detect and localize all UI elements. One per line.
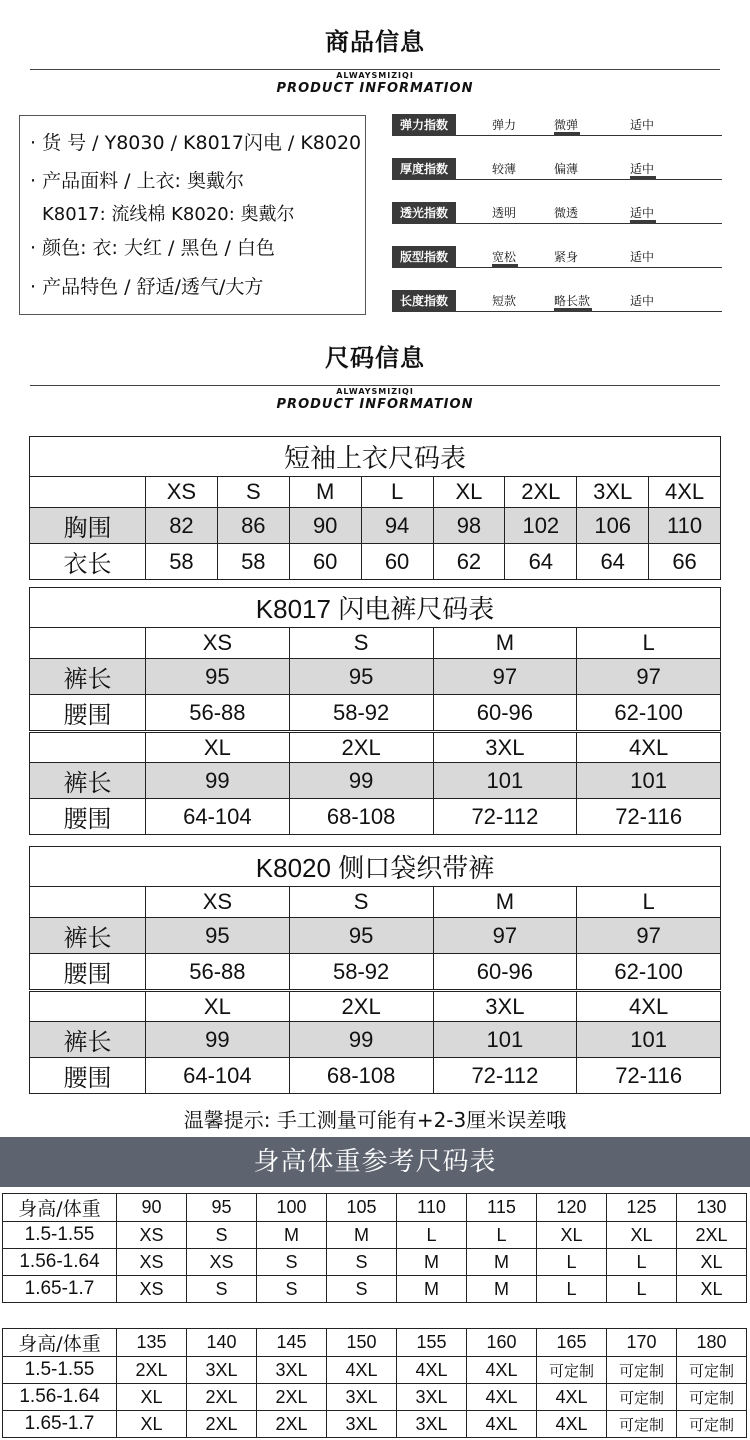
row-label: 腰围: [30, 695, 146, 732]
table-cell: 2XL: [187, 1411, 257, 1438]
table-cell: 3XL: [327, 1384, 397, 1411]
k8020-table-title: K8020 侧口袋织带裤: [30, 847, 721, 887]
index-label: 厚度指数: [392, 158, 456, 180]
row-label: 裤长: [30, 659, 146, 695]
table-cell: M: [467, 1276, 537, 1303]
table-cell: L: [607, 1249, 677, 1276]
size-header-cell: M: [433, 628, 577, 659]
table-corner: [30, 732, 146, 763]
table-corner: [30, 991, 146, 1022]
table-row: [3, 1411, 747, 1438]
product-info-box: [19, 115, 366, 315]
table-cell: 97: [433, 659, 577, 695]
table-row: [3, 1222, 747, 1249]
size-header-cell: 2XL: [505, 477, 577, 508]
table-cell: XS: [117, 1222, 187, 1249]
index-option: 透明: [492, 206, 517, 220]
row-label: 腰围: [30, 799, 146, 835]
table-cell: 3XL: [257, 1357, 327, 1384]
table-cell: 可定制: [677, 1411, 747, 1438]
table-cell: 97: [577, 918, 721, 954]
size-header-cell: 2XL: [289, 732, 433, 763]
table-cell: S: [257, 1249, 327, 1276]
weight-header-cell: 120: [537, 1194, 607, 1222]
table-row: [30, 659, 721, 695]
index-marker: [630, 220, 656, 224]
table-cell: 72-112: [433, 1058, 577, 1094]
index-option: 微弹: [554, 118, 579, 132]
table-row: [30, 1058, 721, 1094]
size-section-header: [0, 338, 750, 412]
table-cell: 2XL: [117, 1357, 187, 1384]
info-row-fabric: · 产品面料 / 上衣: 奥戴尔: [30, 170, 245, 192]
table-cell: M: [327, 1222, 397, 1249]
index-marker: [630, 176, 656, 180]
table-cell: 58: [217, 544, 289, 580]
size-section-subtitle: PRODUCT INFORMATION: [276, 397, 474, 412]
table-cell: 可定制: [677, 1357, 747, 1384]
table-cell: 95: [146, 659, 290, 695]
size-header-cell: S: [289, 887, 433, 918]
size-header-cell: 2XL: [289, 991, 433, 1022]
table-cell: 3XL: [327, 1411, 397, 1438]
size-header-cell: XS: [146, 887, 290, 918]
table-row: [30, 695, 721, 732]
size-header-cell: 3XL: [577, 477, 649, 508]
size-header-cell: XL: [146, 991, 290, 1022]
weight-header-cell: 145: [257, 1329, 327, 1357]
table-cell: 72-112: [433, 799, 577, 835]
index-marker: [492, 264, 518, 268]
shirt-table-title: 短袖上衣尺码表: [30, 437, 721, 477]
info-row-fabric-detail: K8017: 流线棉 K8020: 奥戴尔: [42, 204, 295, 225]
measurement-note: 温馨提示: 手工测量可能有+2-3厘米误差哦: [183, 1108, 567, 1132]
index-option: 偏薄: [554, 162, 579, 176]
table-cell: 62: [433, 544, 505, 580]
row-label: 腰围: [30, 954, 146, 991]
index-option: 弹力: [492, 118, 517, 132]
brand-divider: [0, 63, 750, 80]
table-cell: S: [187, 1276, 257, 1303]
table-cell: 3XL: [397, 1411, 467, 1438]
size-header-cell: 4XL: [577, 991, 721, 1022]
row-label: 胸围: [30, 508, 146, 544]
size-header-row: [30, 887, 721, 918]
table-cell: 101: [577, 763, 721, 799]
index-option: 适中: [630, 294, 655, 308]
size-header-row: [30, 628, 721, 659]
size-header-cell: L: [577, 887, 721, 918]
table-cell: 99: [146, 1022, 290, 1058]
index-label: 版型指数: [392, 246, 456, 268]
row-label: 腰围: [30, 1058, 146, 1094]
size-header-cell: S: [289, 628, 433, 659]
table-row: [3, 1276, 747, 1303]
index-line: [456, 223, 722, 224]
height-label: 1.65-1.7: [3, 1411, 117, 1438]
size-header-cell: S: [217, 477, 289, 508]
table-cell: 58-92: [289, 954, 433, 991]
row-label: 裤长: [30, 1022, 146, 1058]
weight-header-cell: 140: [187, 1329, 257, 1357]
table-row: [3, 1384, 747, 1411]
k8017-table-title: K8017 闪电裤尺码表: [30, 588, 721, 628]
shirt-size-table: [29, 436, 721, 580]
height-label: 1.5-1.55: [3, 1222, 117, 1249]
index-marker: [554, 308, 592, 312]
table-cell: 4XL: [397, 1357, 467, 1384]
height-label: 1.65-1.7: [3, 1276, 117, 1303]
table-cell: 102: [505, 508, 577, 544]
weight-header-cell: 170: [607, 1329, 677, 1357]
height-weight-banner: 身高体重参考尺码表: [0, 1137, 750, 1187]
table-cell: 64-104: [146, 799, 290, 835]
table-cell: 2XL: [187, 1384, 257, 1411]
table-cell: 101: [433, 1022, 577, 1058]
index-row: [392, 246, 722, 290]
table-cell: 3XL: [187, 1357, 257, 1384]
size-header-cell: L: [577, 628, 721, 659]
weight-header-cell: 160: [467, 1329, 537, 1357]
index-option: 短款: [492, 294, 517, 308]
index-option: 略长款: [554, 294, 591, 308]
table-cell: 2XL: [677, 1222, 747, 1249]
table-cell: 3XL: [397, 1384, 467, 1411]
index-option: 适中: [630, 206, 655, 220]
index-row: [392, 114, 722, 158]
table-cell: 101: [577, 1022, 721, 1058]
k8017-size-table: [29, 587, 721, 835]
table-cell: 4XL: [537, 1384, 607, 1411]
table-cell: XL: [607, 1222, 677, 1249]
weight-header-cell: 165: [537, 1329, 607, 1357]
table-cell: 4XL: [467, 1357, 537, 1384]
table-cell: 90: [289, 508, 361, 544]
table-cell: L: [537, 1276, 607, 1303]
table-cell: 2XL: [257, 1384, 327, 1411]
table-cell: 60-96: [433, 695, 577, 732]
weight-header-cell: 135: [117, 1329, 187, 1357]
height-label: 1.5-1.55: [3, 1357, 117, 1384]
table-row: [30, 763, 721, 799]
table-cell: 101: [433, 763, 577, 799]
table-cell: XL: [117, 1384, 187, 1411]
index-line: [456, 135, 722, 136]
size-header-cell: 3XL: [433, 991, 577, 1022]
weight-header-cell: 115: [467, 1194, 537, 1222]
table-cell: 4XL: [537, 1411, 607, 1438]
table-cell: 72-116: [577, 1058, 721, 1094]
table-cell: XS: [187, 1249, 257, 1276]
table-cell: 99: [289, 1022, 433, 1058]
table-cell: 68-108: [289, 799, 433, 835]
weight-header-cell: 130: [677, 1194, 747, 1222]
row-label: 裤长: [30, 918, 146, 954]
index-option: 较薄: [492, 162, 517, 176]
index-marker: [554, 132, 580, 136]
table-cell: XL: [677, 1276, 747, 1303]
table-cell: L: [397, 1222, 467, 1249]
product-section-title: 商品信息: [325, 28, 425, 56]
size-header-cell: XL: [433, 477, 505, 508]
size-header-cell: XL: [146, 732, 290, 763]
info-row-features: · 产品特色 / 舒适/透气/大方: [30, 276, 264, 298]
table-cell: 56-88: [146, 695, 290, 732]
table-cell: 可定制: [607, 1384, 677, 1411]
weight-header-cell: 150: [327, 1329, 397, 1357]
hw-corner-label: 身高/体重: [3, 1194, 117, 1222]
index-option: 紧身: [554, 250, 579, 264]
table-cell: 64: [505, 544, 577, 580]
table-cell: 97: [577, 659, 721, 695]
index-label: 透光指数: [392, 202, 456, 224]
size-header-cell: L: [361, 477, 433, 508]
weight-header-cell: 180: [677, 1329, 747, 1357]
table-cell: 97: [433, 918, 577, 954]
size-header-cell: 4XL: [577, 732, 721, 763]
table-cell: XS: [117, 1249, 187, 1276]
table-cell: 68-108: [289, 1058, 433, 1094]
weight-header-cell: 155: [397, 1329, 467, 1357]
size-header-cell: XS: [146, 628, 290, 659]
table-cell: 95: [289, 918, 433, 954]
index-option: 微透: [554, 206, 579, 220]
hw-header-row: [3, 1194, 747, 1222]
table-cell: 64-104: [146, 1058, 290, 1094]
k8020-size-table: [29, 846, 721, 1094]
table-corner: [30, 477, 146, 508]
table-row: [3, 1249, 747, 1276]
table-cell: L: [537, 1249, 607, 1276]
table-cell: M: [397, 1249, 467, 1276]
row-label: 衣长: [30, 544, 146, 580]
table-cell: 2XL: [257, 1411, 327, 1438]
size-header-cell: 4XL: [649, 477, 721, 508]
table-cell: 60: [289, 544, 361, 580]
height-weight-table-1: [2, 1193, 747, 1303]
table-cell: XS: [117, 1276, 187, 1303]
table-cell: 95: [146, 918, 290, 954]
table-cell: 4XL: [467, 1411, 537, 1438]
table-row: [3, 1357, 747, 1384]
size-header-row: [30, 732, 721, 763]
table-cell: S: [327, 1249, 397, 1276]
table-cell: 98: [433, 508, 505, 544]
table-cell: XL: [117, 1411, 187, 1438]
index-option: 宽松: [492, 250, 517, 264]
table-cell: 58: [146, 544, 218, 580]
table-cell: 可定制: [607, 1357, 677, 1384]
table-cell: 62-100: [577, 695, 721, 732]
table-cell: M: [257, 1222, 327, 1249]
row-label: 裤长: [30, 763, 146, 799]
weight-header-cell: 110: [397, 1194, 467, 1222]
hw-corner-label: 身高/体重: [3, 1329, 117, 1357]
table-cell: 可定制: [607, 1411, 677, 1438]
size-header-cell: M: [289, 477, 361, 508]
size-header-row: [30, 991, 721, 1022]
table-cell: 99: [146, 763, 290, 799]
table-cell: 95: [289, 659, 433, 695]
weight-header-cell: 125: [607, 1194, 677, 1222]
weight-header-cell: 105: [327, 1194, 397, 1222]
index-line: [456, 179, 722, 180]
table-cell: 4XL: [327, 1357, 397, 1384]
height-label: 1.56-1.64: [3, 1249, 117, 1276]
table-cell: M: [467, 1249, 537, 1276]
table-row: [30, 799, 721, 835]
brand-divider: [0, 379, 750, 396]
table-cell: 可定制: [677, 1384, 747, 1411]
table-cell: L: [467, 1222, 537, 1249]
index-label: 弹力指数: [392, 114, 456, 136]
table-cell: 64: [577, 544, 649, 580]
hw-header-row: [3, 1329, 747, 1357]
table-cell: S: [187, 1222, 257, 1249]
weight-header-cell: 95: [187, 1194, 257, 1222]
table-cell: 60: [361, 544, 433, 580]
brand-name: ALWAYSMIZIQI: [328, 71, 422, 80]
table-cell: S: [327, 1276, 397, 1303]
table-row: [30, 954, 721, 991]
table-cell: 4XL: [467, 1384, 537, 1411]
table-corner: [30, 628, 146, 659]
table-cell: 60-96: [433, 954, 577, 991]
index-row: [392, 202, 722, 246]
index-option: 适中: [630, 118, 655, 132]
table-cell: 66: [649, 544, 721, 580]
index-row: [392, 290, 722, 334]
info-row-color: · 颜色: 衣: 大红 / 黑色 / 白色: [30, 237, 275, 259]
index-label: 长度指数: [392, 290, 456, 312]
index-option: 适中: [630, 162, 655, 176]
table-cell: 106: [577, 508, 649, 544]
product-section-header: [0, 22, 750, 96]
table-cell: M: [397, 1276, 467, 1303]
size-header-cell: XS: [146, 477, 218, 508]
table-row: [30, 1022, 721, 1058]
table-cell: S: [257, 1276, 327, 1303]
index-option: 适中: [630, 250, 655, 264]
size-header-cell: 3XL: [433, 732, 577, 763]
weight-header-cell: 90: [117, 1194, 187, 1222]
table-cell: XL: [677, 1249, 747, 1276]
size-header-cell: M: [433, 887, 577, 918]
height-label: 1.56-1.64: [3, 1384, 117, 1411]
table-cell: 72-116: [577, 799, 721, 835]
weight-header-cell: 100: [257, 1194, 327, 1222]
info-row-item-no: · 货 号 / Y8030 / K8017闪电 / K8020: [30, 132, 362, 154]
table-cell: L: [607, 1276, 677, 1303]
table-cell: XL: [537, 1222, 607, 1249]
table-cell: 62-100: [577, 954, 721, 991]
index-row: [392, 158, 722, 202]
brand-name: ALWAYSMIZIQI: [328, 387, 422, 396]
table-cell: 58-92: [289, 695, 433, 732]
table-cell: 110: [649, 508, 721, 544]
table-cell: 99: [289, 763, 433, 799]
table-corner: [30, 887, 146, 918]
product-section-subtitle: PRODUCT INFORMATION: [276, 81, 474, 96]
table-cell: 86: [217, 508, 289, 544]
table-cell: 94: [361, 508, 433, 544]
table-cell: 可定制: [537, 1357, 607, 1384]
table-cell: 82: [146, 508, 218, 544]
height-weight-table-2: [2, 1328, 747, 1438]
product-indices: [392, 114, 722, 334]
table-cell: 56-88: [146, 954, 290, 991]
size-section-title: 尺码信息: [325, 344, 425, 372]
table-row: [30, 918, 721, 954]
